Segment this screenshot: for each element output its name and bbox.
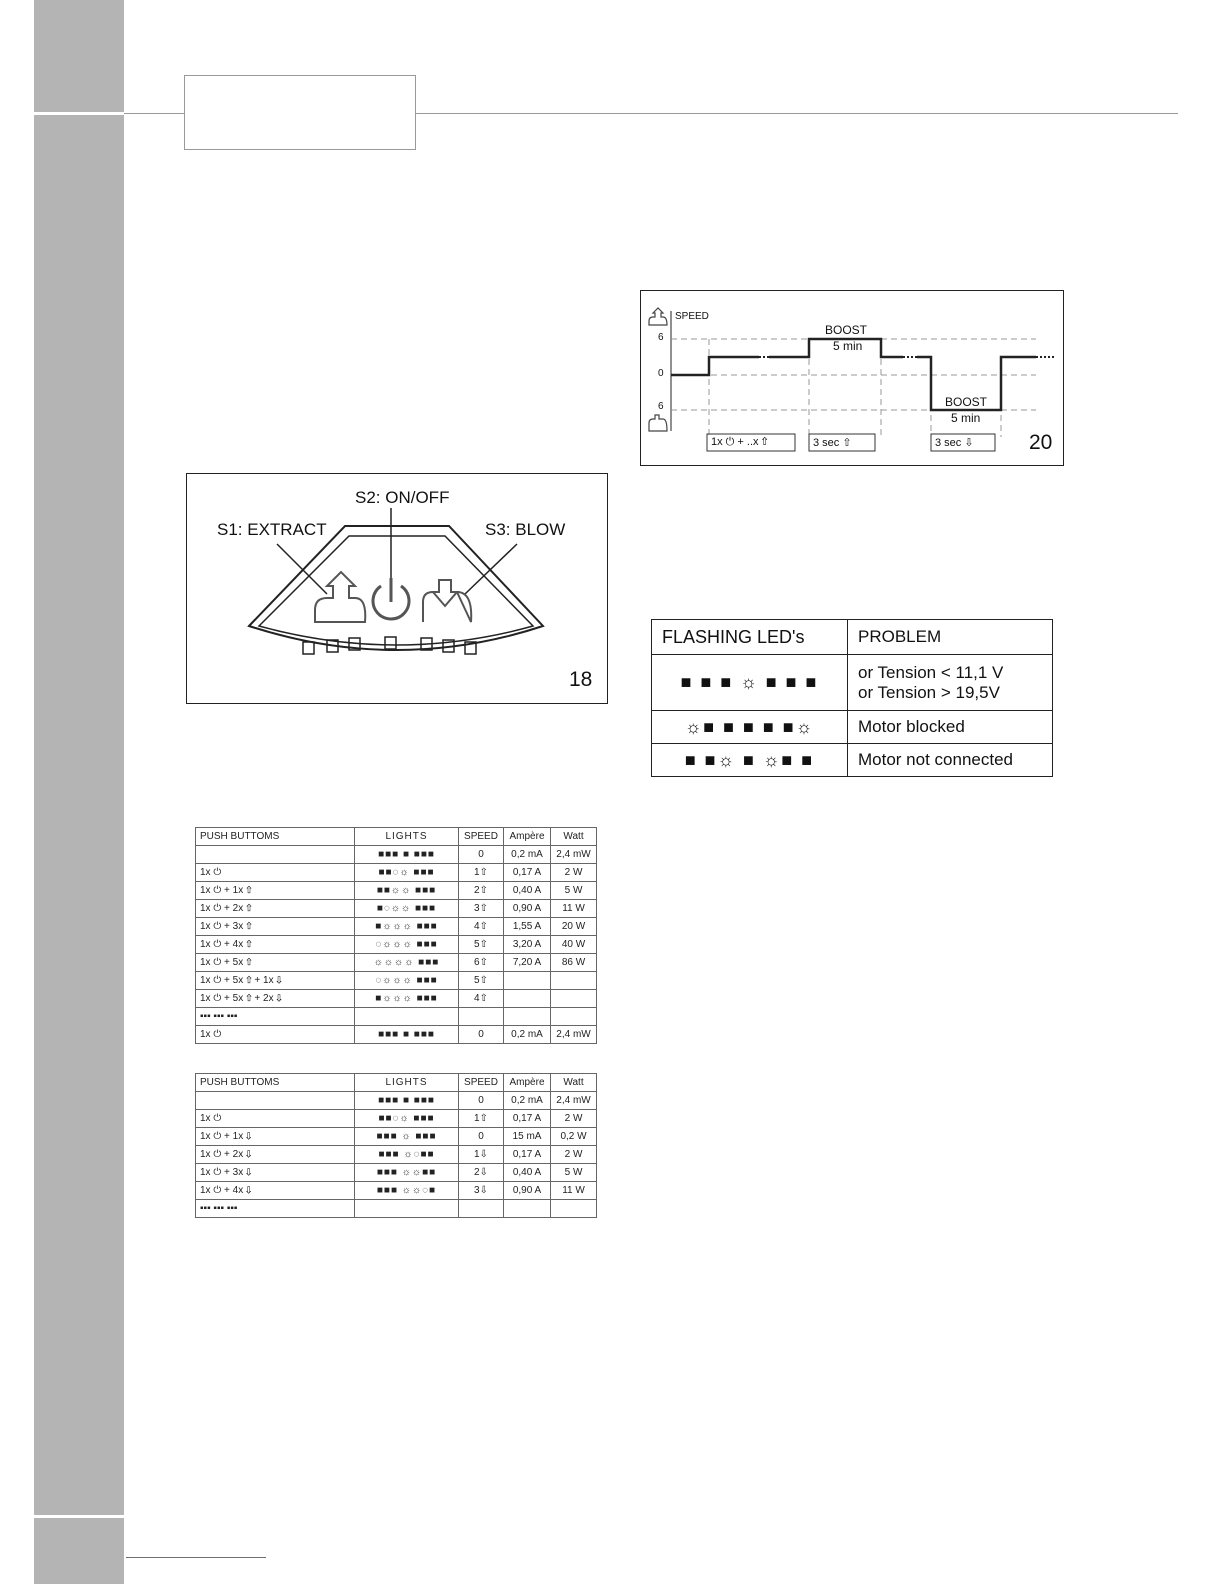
table-row: [196, 846, 597, 864]
control-panel-drawing: [187, 474, 607, 703]
table-row: [196, 1128, 597, 1146]
table-cell: 0,17 A: [504, 1146, 551, 1164]
table-cell: [504, 1200, 551, 1218]
table-cell: ■■■ ■ ■■■: [355, 1092, 459, 1110]
table-cell: 2 W: [551, 1110, 597, 1128]
table-row: [196, 972, 597, 990]
table-cell: [196, 846, 355, 864]
table-cell: 5⇧: [459, 936, 504, 954]
problem-text: Motor not connected: [848, 744, 1053, 777]
table-cell: 0: [459, 846, 504, 864]
table-header-cell: LIGHTS: [355, 1074, 459, 1092]
table-cell: 1⇧: [459, 864, 504, 882]
table-cell: 1x ⏻ + 5x ⇧: [196, 954, 355, 972]
label-on-off: S2: ON/OFF: [355, 488, 450, 507]
table-cell: [504, 1008, 551, 1026]
table-cell: 0,2 mA: [504, 1092, 551, 1110]
table-cell: [196, 1092, 355, 1110]
table-cell: ■☼☼☼ ■■■: [355, 990, 459, 1008]
table-cell: 1x ⏻ + 1x ⇩: [196, 1128, 355, 1146]
table-header-row: [196, 1074, 597, 1092]
table-cell: ■■■ ■ ■■■: [355, 1026, 459, 1044]
table-cell: 2,4 mW: [551, 1026, 597, 1044]
label-blow: S3: BLOW: [485, 520, 566, 539]
table-cell: ■◌☼☼ ■■■: [355, 900, 459, 918]
table-cell: 0,90 A: [504, 1182, 551, 1200]
table-cell: 2⇧: [459, 882, 504, 900]
table-cell: 1x ⏻ + 2x ⇧: [196, 900, 355, 918]
sequence-box-1: 1x ⏻ + ..x ⇧: [711, 436, 768, 448]
sequence-box-3: 3 sec ⇩: [935, 437, 974, 449]
table-cell: [504, 972, 551, 990]
label-extract: S1: EXTRACT: [217, 520, 327, 539]
table-row: [196, 954, 597, 972]
table-cell: 0: [459, 1092, 504, 1110]
figure-18-control-panel: [186, 473, 608, 704]
header-box: [184, 75, 416, 150]
table-cell: 1⇩: [459, 1146, 504, 1164]
table-cell: 2 W: [551, 1146, 597, 1164]
table-cell: 0,17 A: [504, 1110, 551, 1128]
table-row: [196, 1182, 597, 1200]
table-cell: 20 W: [551, 918, 597, 936]
tick-top: 6: [658, 332, 664, 343]
led-pattern: ☼■ ■ ■ ■ ■☼: [652, 711, 848, 744]
problem-line-1: or Tension < 11,1 V: [858, 662, 1004, 682]
figure-20-speed-diagram: [640, 290, 1064, 466]
table-cell: 4⇧: [459, 990, 504, 1008]
table-cell: 5 W: [551, 1164, 597, 1182]
table-header-cell: SPEED: [459, 1074, 504, 1092]
table-cell: [355, 1008, 459, 1026]
table-cell: 1x ⏻: [196, 1026, 355, 1044]
boost-time-2: 5 min: [951, 411, 981, 425]
table-cell: 1x ⏻ + 3x ⇩: [196, 1164, 355, 1182]
table-cell: 0,17 A: [504, 864, 551, 882]
side-bar: [34, 0, 124, 1584]
table-cell: 1x ⏻ + 3x ⇧: [196, 918, 355, 936]
footer-link-underline: [126, 1557, 266, 1558]
table-cell: 11 W: [551, 900, 597, 918]
table-header-cell: Watt: [551, 1074, 597, 1092]
table-cell: 1x ⏻ + 5x ⇧ + 1x ⇩: [196, 972, 355, 990]
table-cell: 1x ⏻ + 4x ⇩: [196, 1182, 355, 1200]
table-cell: ■■■ ☼☼■■: [355, 1164, 459, 1182]
boost-label-2: BOOST: [945, 395, 988, 409]
side-bar-divider-bottom: [34, 1515, 124, 1518]
table-row: [196, 1092, 597, 1110]
table-cell: ■■■ ☼◌■■: [355, 1146, 459, 1164]
table-cell: ▪▪▪ ▪▪▪ ▪▪▪: [196, 1008, 355, 1026]
table-cell: [355, 1200, 459, 1218]
side-bar-divider-top: [34, 112, 124, 115]
table-cell: 7,20 A: [504, 954, 551, 972]
tick-zero: 0: [658, 368, 664, 379]
table-row: [196, 864, 597, 882]
blow-speed-table: [195, 1073, 597, 1218]
table-cell: 11 W: [551, 1182, 597, 1200]
table-header-cell: Watt: [551, 828, 597, 846]
tick-bottom: 6: [658, 401, 664, 412]
table-cell: [459, 1200, 504, 1218]
table-cell: [551, 990, 597, 1008]
table-cell: ■☼☼☼ ■■■: [355, 918, 459, 936]
problem-text: Motor blocked: [848, 711, 1053, 744]
table-header-row: [196, 828, 597, 846]
table-cell: 2⇩: [459, 1164, 504, 1182]
table-cell: 1x ⏻: [196, 864, 355, 882]
table-header-cell: Ampère: [504, 1074, 551, 1092]
table-cell: [551, 1008, 597, 1026]
header-flashing-leds: FLASHING LED's: [652, 620, 848, 655]
table-cell: 3⇧: [459, 900, 504, 918]
table-cell: 3⇩: [459, 1182, 504, 1200]
figure-number: 20: [1029, 431, 1053, 454]
table-header-cell: LIGHTS: [355, 828, 459, 846]
table-cell: 4⇧: [459, 918, 504, 936]
flashing-led-problem-table: [651, 619, 1053, 777]
table-cell: 0,40 A: [504, 1164, 551, 1182]
table-cell: [551, 972, 597, 990]
table-cell: 1x ⏻ + 5x ⇧ + 2x ⇩: [196, 990, 355, 1008]
table-cell: ▪▪▪ ▪▪▪ ▪▪▪: [196, 1200, 355, 1218]
table-cell: ☼☼☼☼ ■■■: [355, 954, 459, 972]
table-row: [196, 1110, 597, 1128]
table-cell: ◌☼☼☼ ■■■: [355, 936, 459, 954]
problem-line-2: or Tension > 19,5V: [858, 682, 1000, 702]
table-cell: ■■◌☼ ■■■: [355, 1110, 459, 1128]
table-header-cell: PUSH BUTTOMS: [196, 1074, 355, 1092]
led-pattern: ■ ■☼ ■ ☼■ ■: [652, 744, 848, 777]
table-cell: 1⇧: [459, 1110, 504, 1128]
table-cell: 1,55 A: [504, 918, 551, 936]
table-cell: 0,40 A: [504, 882, 551, 900]
table-row: [196, 900, 597, 918]
table-row: [196, 1200, 597, 1218]
table-cell: 3,20 A: [504, 936, 551, 954]
extract-speed-table: [195, 827, 597, 1044]
table-cell: 5 W: [551, 882, 597, 900]
table-header-cell: PUSH BUTTOMS: [196, 828, 355, 846]
led-pattern: ■ ■ ■ ☼ ■ ■ ■: [652, 655, 848, 711]
table-cell: 6⇧: [459, 954, 504, 972]
table-cell: ■■■ ☼☼◌■: [355, 1182, 459, 1200]
table-cell: 2 W: [551, 864, 597, 882]
table-cell: 0: [459, 1128, 504, 1146]
table-row: [196, 1164, 597, 1182]
table-cell: ◌☼☼☼ ■■■: [355, 972, 459, 990]
speed-axis-label: SPEED: [675, 311, 709, 322]
extract-icon: [315, 572, 365, 622]
table-row: [196, 990, 597, 1008]
table-row: [196, 1026, 597, 1044]
figure-number: 18: [569, 668, 593, 691]
boost-label-1: BOOST: [825, 323, 868, 337]
table-cell: 1x ⏻ + 2x ⇩: [196, 1146, 355, 1164]
table-header-cell: SPEED: [459, 828, 504, 846]
table-cell: 5⇧: [459, 972, 504, 990]
table-cell: [551, 1200, 597, 1218]
boost-time-1: 5 min: [833, 339, 863, 353]
table-cell: 40 W: [551, 936, 597, 954]
table-cell: 1x ⏻ + 4x ⇧: [196, 936, 355, 954]
table-cell: 0,2 mA: [504, 1026, 551, 1044]
table-row: [196, 936, 597, 954]
table-row: [196, 882, 597, 900]
table-cell: 0: [459, 1026, 504, 1044]
table-cell: ■■◌☼ ■■■: [355, 864, 459, 882]
table-cell: ■■■ ☼ ■■■: [355, 1128, 459, 1146]
blow-icon: [423, 580, 471, 622]
table-row: [196, 1008, 597, 1026]
extract-axis-icon: [649, 308, 667, 325]
table-cell: [504, 990, 551, 1008]
header-problem: PROBLEM: [848, 620, 1053, 655]
table-cell: 2,4 mW: [551, 846, 597, 864]
table-cell: 15 mA: [504, 1128, 551, 1146]
table-cell: [459, 1008, 504, 1026]
table-cell: 1x ⏻: [196, 1110, 355, 1128]
table-cell: 2,4 mW: [551, 1092, 597, 1110]
table-cell: 86 W: [551, 954, 597, 972]
table-cell: 0,2 W: [551, 1128, 597, 1146]
table-cell: 1x ⏻ + 1x ⇧: [196, 882, 355, 900]
table-cell: 0,2 mA: [504, 846, 551, 864]
table-cell: ■■■ ■ ■■■: [355, 846, 459, 864]
blow-axis-icon: [649, 415, 667, 431]
power-icon: [373, 578, 409, 619]
problem-text: [848, 655, 1053, 711]
table-row: [196, 918, 597, 936]
table-row: [196, 1146, 597, 1164]
table-cell: ■■☼☼ ■■■: [355, 882, 459, 900]
table-cell: 0,90 A: [504, 900, 551, 918]
sequence-box-2: 3 sec ⇧: [813, 437, 852, 449]
table-header-cell: Ampère: [504, 828, 551, 846]
